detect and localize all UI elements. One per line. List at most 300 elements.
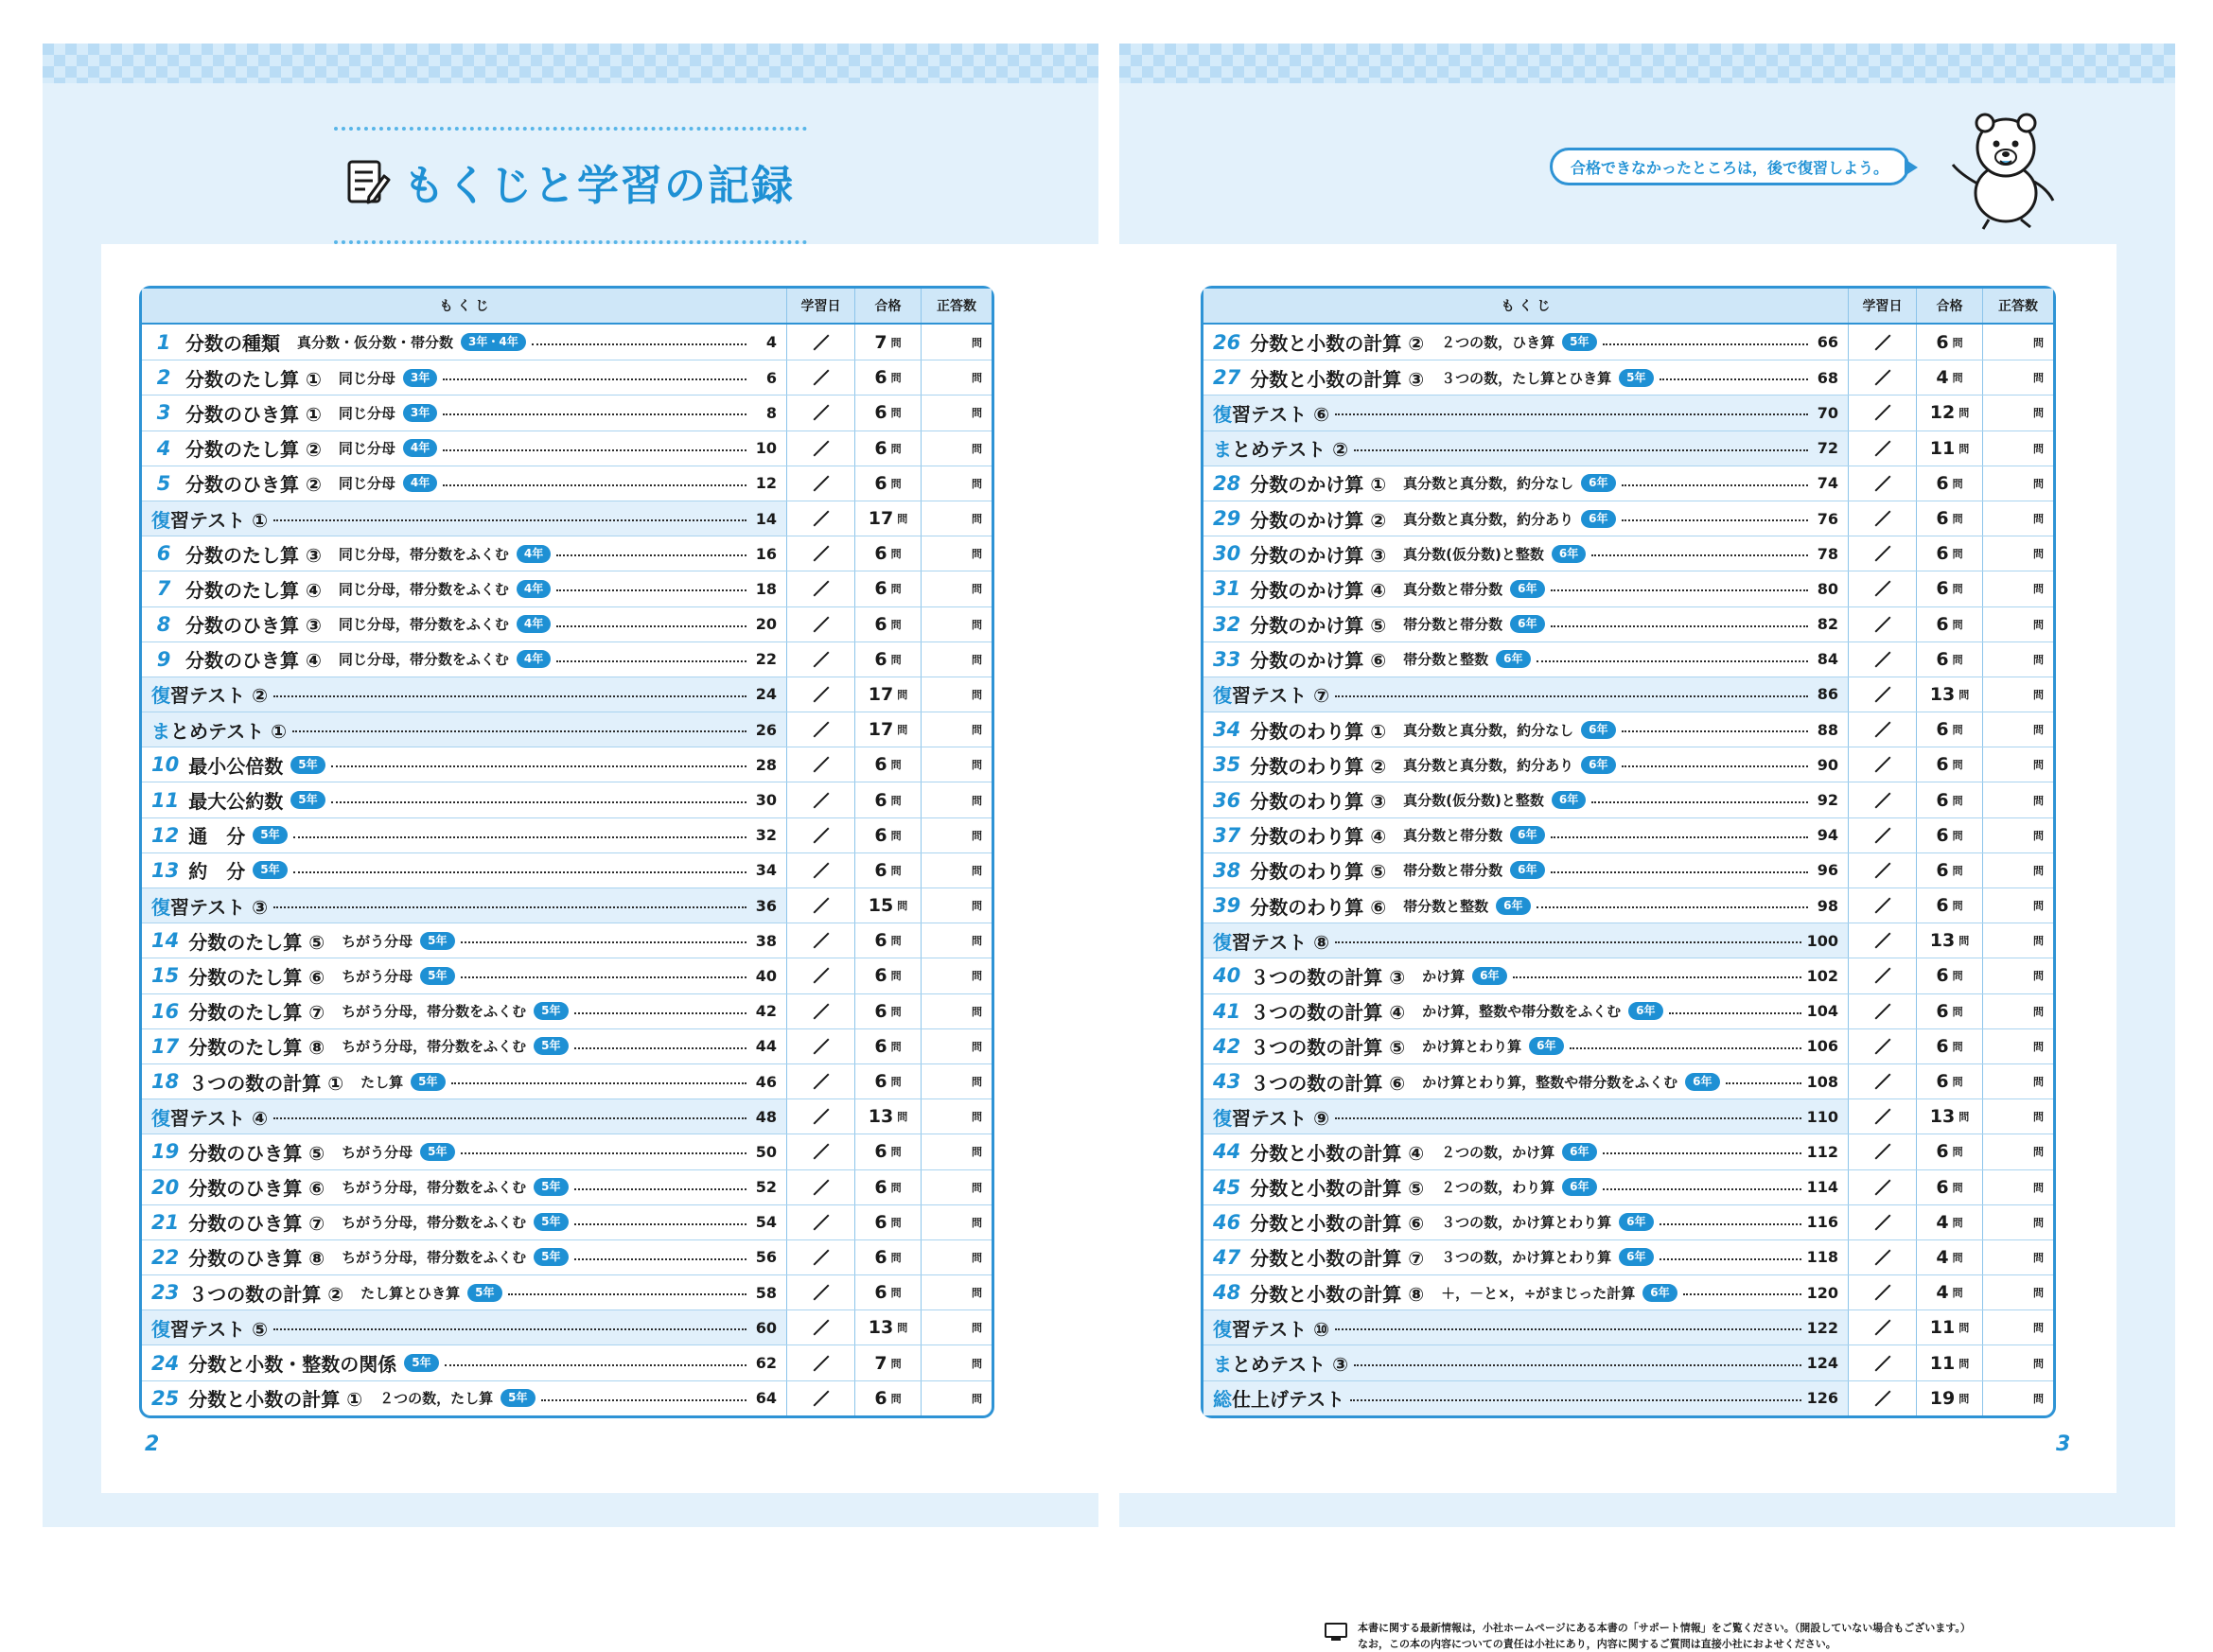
pass-count: 6 xyxy=(1936,331,1949,353)
row-title: 分数のわり算 ① xyxy=(1250,719,1387,743)
study-date-cell[interactable] xyxy=(1849,571,1917,606)
pass-count: 13 xyxy=(868,1317,894,1339)
page-ref: 106 xyxy=(1806,1037,1838,1056)
study-date-cell[interactable] xyxy=(1849,325,1917,360)
study-date-cell[interactable] xyxy=(1849,923,1917,958)
answers-cell[interactable] xyxy=(1983,1310,2053,1344)
study-date-cell[interactable] xyxy=(787,1170,855,1204)
study-date-cell[interactable] xyxy=(787,1029,855,1063)
lesson-number: 28 xyxy=(1213,471,1241,495)
study-date-cell[interactable] xyxy=(1849,642,1917,677)
page-ref: 90 xyxy=(1817,755,1838,774)
answers-cell[interactable] xyxy=(922,923,992,958)
date-slash xyxy=(813,546,829,562)
contents-cell xyxy=(142,642,787,677)
dotted-leader xyxy=(1537,660,1808,662)
lesson-row xyxy=(142,747,992,782)
unit-label: 問 xyxy=(2033,1040,2044,1053)
answers-cell[interactable] xyxy=(1983,853,2053,888)
row-subtitle: 同じ分母 xyxy=(338,404,395,422)
pass-cell xyxy=(1917,712,1983,747)
unit-label: 問 xyxy=(972,1111,982,1124)
answers-cell[interactable] xyxy=(922,536,992,571)
contents-cell xyxy=(1203,677,1849,712)
row-subtitle: ＋，－と×，÷がまじった計算 xyxy=(1441,1284,1636,1302)
polar-bear-mascot xyxy=(1947,108,2070,231)
answers-cell[interactable] xyxy=(1983,1381,2053,1415)
page-ref: 86 xyxy=(1817,685,1838,704)
study-date-cell[interactable] xyxy=(1849,501,1917,536)
answers-cell[interactable] xyxy=(1983,1345,2053,1380)
lesson-row xyxy=(142,360,992,395)
grade-badge: 6年 xyxy=(1619,1248,1653,1266)
pass-count: 6 xyxy=(874,1000,887,1022)
unit-label: 問 xyxy=(1952,548,1963,561)
lesson-number: 7 xyxy=(156,577,171,601)
answers-cell[interactable] xyxy=(922,818,992,852)
row-title: 分数と小数の計算 ⑤ xyxy=(1250,1177,1425,1201)
study-date-cell[interactable] xyxy=(787,782,855,817)
dotted-leader xyxy=(331,765,746,767)
row-title: 分数と小数の計算 ① xyxy=(188,1388,363,1412)
unit-label: 問 xyxy=(2033,1251,2044,1264)
lesson-row xyxy=(142,1028,992,1063)
lesson-number: 31 xyxy=(1213,577,1241,601)
page-ref: 98 xyxy=(1817,896,1838,915)
pass-count: 6 xyxy=(1936,1035,1949,1057)
row-title: 分数のわり算 ③ xyxy=(1250,790,1387,814)
grade-badge: 6年 xyxy=(1510,826,1544,844)
unit-label: 問 xyxy=(2033,583,2044,596)
answers-cell[interactable] xyxy=(1983,501,2053,536)
contents-cell xyxy=(1203,853,1849,888)
unit-label: 問 xyxy=(972,336,982,349)
study-date-cell[interactable] xyxy=(787,1240,855,1274)
page-ref: 28 xyxy=(755,755,777,774)
study-date-cell[interactable] xyxy=(1849,677,1917,712)
unit-label: 問 xyxy=(2033,970,2044,983)
answers-cell[interactable] xyxy=(1983,1205,2053,1239)
row-subtitle: 同じ分母 xyxy=(338,475,395,493)
study-date-cell[interactable] xyxy=(787,571,855,606)
answers-cell[interactable] xyxy=(1983,923,2053,958)
page-ref: 94 xyxy=(1817,826,1838,845)
row-subtitle: ２つの数，かけ算 xyxy=(1441,1143,1555,1161)
row-title-rest: 習テスト ④ xyxy=(170,1106,269,1130)
study-date-cell[interactable] xyxy=(1849,1134,1917,1169)
study-date-cell[interactable] xyxy=(1849,1099,1917,1134)
answers-cell[interactable] xyxy=(1983,1099,2053,1134)
lesson-row xyxy=(1203,958,2053,993)
page-ref: 122 xyxy=(1806,1318,1838,1337)
toc-panel xyxy=(1108,244,2116,1650)
page-ref: 30 xyxy=(755,791,777,810)
unit-label: 問 xyxy=(972,688,982,701)
page-ref: 14 xyxy=(755,509,777,528)
lesson-number: 18 xyxy=(151,1070,180,1094)
row-subtitle: 帯分数と整数 xyxy=(1403,651,1489,669)
study-date-cell[interactable] xyxy=(787,923,855,958)
answers-cell[interactable] xyxy=(922,431,992,466)
answers-cell[interactable] xyxy=(922,888,992,923)
answers-cell[interactable] xyxy=(1983,571,2053,606)
lesson-number: 29 xyxy=(1213,507,1241,531)
lesson-row xyxy=(1203,782,2053,817)
answers-cell[interactable] xyxy=(922,1275,992,1309)
answers-cell[interactable] xyxy=(1983,677,2053,712)
answers-cell[interactable] xyxy=(922,1205,992,1239)
pass-cell xyxy=(1917,888,1983,923)
unit-label: 問 xyxy=(890,1181,902,1194)
study-date-cell[interactable] xyxy=(1849,888,1917,923)
row-title: 分数のたし算 ⑥ xyxy=(188,965,325,989)
page-ref: 82 xyxy=(1817,615,1838,634)
answers-cell[interactable] xyxy=(922,782,992,817)
answers-cell[interactable] xyxy=(922,1345,992,1380)
page-ref: 34 xyxy=(755,861,777,880)
contents-cell xyxy=(1203,536,1849,571)
unit-label: 問 xyxy=(897,900,908,913)
lesson-number: 30 xyxy=(1213,542,1241,566)
pass-count: 12 xyxy=(1929,402,1956,424)
answers-cell[interactable] xyxy=(1983,1064,2053,1098)
study-date-cell[interactable] xyxy=(787,431,855,466)
answers-cell[interactable] xyxy=(1983,395,2053,430)
answers-cell[interactable] xyxy=(922,325,992,360)
dotted-leader xyxy=(451,1082,746,1084)
dotted-leader xyxy=(532,343,746,345)
pass-cell xyxy=(1917,782,1983,817)
study-date-cell[interactable] xyxy=(787,466,855,501)
study-date-cell[interactable] xyxy=(1849,1345,1917,1380)
answers-cell[interactable] xyxy=(922,1099,992,1134)
title-dotted-line xyxy=(334,127,807,131)
row-title: ３つの数の計算 ⑤ xyxy=(1250,1036,1406,1060)
unit-label: 問 xyxy=(1952,372,1963,385)
pass-count: 6 xyxy=(1936,859,1949,881)
dotted-leader xyxy=(574,1012,746,1014)
answers-cell[interactable] xyxy=(922,571,992,606)
answers-cell[interactable] xyxy=(1983,782,2053,817)
header-correct-answers: 正答数 xyxy=(937,299,976,314)
row-title: 分数のたし算 ③ xyxy=(185,543,322,567)
answers-cell[interactable] xyxy=(922,853,992,888)
grade-badge: 6年 xyxy=(1642,1284,1677,1302)
study-date-cell[interactable] xyxy=(787,325,855,360)
answers-cell[interactable] xyxy=(922,1064,992,1098)
pass-cell xyxy=(1917,994,1983,1028)
dotted-leader xyxy=(273,1328,746,1330)
answers-cell[interactable] xyxy=(922,958,992,993)
dotted-leader xyxy=(1603,1152,1801,1154)
unit-label: 問 xyxy=(890,548,902,561)
row-subtitle: かけ算，整数や帯分数をふくむ xyxy=(1422,1003,1622,1021)
study-date-cell[interactable] xyxy=(1849,536,1917,571)
answers-cell[interactable] xyxy=(1983,1170,2053,1204)
study-date-cell[interactable] xyxy=(787,677,855,712)
row-title-initial: 復 xyxy=(151,508,170,532)
date-slash xyxy=(1874,757,1890,773)
answers-cell[interactable] xyxy=(922,712,992,747)
lesson-row xyxy=(142,1063,992,1098)
date-slash xyxy=(1874,827,1890,843)
row-title: 分数のたし算 ⑤ xyxy=(188,930,325,954)
dotted-leader xyxy=(1622,484,1808,486)
study-date-cell[interactable] xyxy=(787,642,855,677)
dotted-leader xyxy=(1551,836,1808,838)
lesson-number: 33 xyxy=(1213,647,1241,671)
study-date-cell[interactable] xyxy=(1849,958,1917,993)
header-study-date: 学習日 xyxy=(787,289,855,323)
answers-cell[interactable] xyxy=(1983,607,2053,641)
pass-count: 6 xyxy=(1936,648,1949,670)
row-title-initial: 総 xyxy=(1213,1388,1232,1412)
test-row xyxy=(142,1309,992,1344)
answers-cell[interactable] xyxy=(922,1381,992,1415)
dotted-leader xyxy=(443,484,746,486)
dotted-leader xyxy=(1570,1047,1801,1049)
pass-count: 6 xyxy=(874,402,887,424)
study-date-cell[interactable] xyxy=(1849,1240,1917,1274)
grade-badge: 5年 xyxy=(1562,333,1596,351)
lesson-row xyxy=(1203,641,2053,677)
study-date-cell[interactable] xyxy=(787,1345,855,1380)
study-date-cell[interactable] xyxy=(787,395,855,430)
date-slash xyxy=(1874,1214,1890,1230)
answers-cell[interactable] xyxy=(1983,642,2053,677)
contents-cell xyxy=(1203,431,1849,466)
dotted-leader xyxy=(445,1364,746,1366)
dotted-leader xyxy=(1513,976,1801,978)
unit-label: 問 xyxy=(1958,1322,1970,1335)
lesson-number: 6 xyxy=(156,542,171,566)
study-date-cell[interactable] xyxy=(787,747,855,782)
lesson-row xyxy=(1203,1063,2053,1098)
study-date-cell[interactable] xyxy=(787,1381,855,1415)
dotted-leader xyxy=(1622,519,1808,521)
study-date-cell[interactable] xyxy=(787,360,855,395)
unit-label: 問 xyxy=(1952,1146,1963,1159)
pass-cell xyxy=(855,431,922,466)
study-date-cell[interactable] xyxy=(1849,1170,1917,1204)
lesson-number: 46 xyxy=(1213,1210,1241,1234)
study-date-cell[interactable] xyxy=(1849,1381,1917,1415)
row-title: 分数のわり算 ② xyxy=(1250,754,1387,778)
pass-count: 13 xyxy=(1929,930,1956,952)
study-date-cell[interactable] xyxy=(1849,1275,1917,1309)
answers-cell[interactable] xyxy=(922,466,992,501)
study-date-cell[interactable] xyxy=(787,1099,855,1134)
contents-cell xyxy=(1203,888,1849,923)
date-slash xyxy=(1874,546,1890,562)
study-date-cell[interactable] xyxy=(1849,466,1917,501)
lesson-row xyxy=(1203,571,2053,606)
unit-label: 問 xyxy=(2033,477,2044,490)
row-subtitle: 真分数と真分数，約分あり xyxy=(1403,756,1574,774)
dotted-leader xyxy=(574,1258,746,1260)
answers-cell[interactable] xyxy=(922,994,992,1028)
answers-cell[interactable] xyxy=(922,501,992,536)
pass-cell xyxy=(855,1064,922,1098)
study-date-cell[interactable] xyxy=(787,1275,855,1309)
pass-cell xyxy=(1917,431,1983,466)
pass-cell xyxy=(1917,1134,1983,1169)
study-date-cell[interactable] xyxy=(1849,1029,1917,1063)
grade-badge: 5年 xyxy=(534,1178,568,1196)
study-date-cell[interactable] xyxy=(787,536,855,571)
answers-cell[interactable] xyxy=(1983,1029,2053,1063)
row-title-rest: 習テスト ⑥ xyxy=(1232,402,1330,426)
row-title xyxy=(151,1103,268,1131)
pass-count: 6 xyxy=(874,754,887,776)
answers-cell[interactable] xyxy=(1983,958,2053,993)
row-title-initial: 復 xyxy=(1213,684,1232,708)
study-date-cell[interactable] xyxy=(1849,994,1917,1028)
study-date-cell[interactable] xyxy=(1849,607,1917,641)
study-date-cell[interactable] xyxy=(787,607,855,641)
unit-label: 問 xyxy=(1952,1040,1963,1053)
date-slash xyxy=(1874,862,1890,878)
contents-cell xyxy=(1203,923,1849,958)
pass-count: 17 xyxy=(868,508,894,530)
answers-cell[interactable] xyxy=(1983,712,2053,747)
answers-cell[interactable] xyxy=(1983,1275,2053,1309)
study-date-cell[interactable] xyxy=(787,818,855,852)
unit-label: 問 xyxy=(2033,759,2044,772)
row-title: 分数と小数の計算 ② xyxy=(1250,332,1425,356)
page-ref: 96 xyxy=(1817,861,1838,880)
study-date-cell[interactable] xyxy=(1849,818,1917,852)
lesson-row xyxy=(1203,888,2053,923)
answers-cell[interactable] xyxy=(922,677,992,712)
row-subtitle: 帯分数と整数 xyxy=(1403,897,1489,915)
pass-cell xyxy=(855,466,922,501)
answers-cell[interactable] xyxy=(922,1310,992,1344)
study-date-cell[interactable] xyxy=(1849,395,1917,430)
answers-cell[interactable] xyxy=(1983,818,2053,852)
answers-cell[interactable] xyxy=(1983,1240,2053,1274)
row-title: 分数のひき算 ⑧ xyxy=(188,1247,325,1271)
page-ref: 120 xyxy=(1806,1283,1838,1302)
page-ref: 24 xyxy=(755,685,777,704)
answers-cell[interactable] xyxy=(1983,431,2053,466)
dotted-leader xyxy=(556,554,746,556)
answers-cell[interactable] xyxy=(1983,888,2053,923)
pass-count: 6 xyxy=(1936,508,1949,530)
answers-cell[interactable] xyxy=(922,1170,992,1204)
pass-count: 7 xyxy=(874,1352,887,1374)
row-title-rest: 習テスト ① xyxy=(170,508,269,532)
row-title xyxy=(151,505,268,533)
study-date-cell[interactable] xyxy=(1849,431,1917,466)
pass-count: 6 xyxy=(1936,578,1949,600)
study-date-cell[interactable] xyxy=(1849,782,1917,817)
study-date-cell[interactable] xyxy=(787,853,855,888)
pass-count: 6 xyxy=(874,613,887,635)
study-date-cell[interactable] xyxy=(787,958,855,993)
contents-cell xyxy=(1203,1310,1849,1344)
table-body xyxy=(1203,325,2053,1415)
answers-cell[interactable] xyxy=(1983,360,2053,395)
dotted-leader xyxy=(1660,378,1808,380)
test-row xyxy=(1203,431,2053,466)
grade-badge: 5年 xyxy=(253,826,287,844)
pass-count: 6 xyxy=(874,578,887,600)
answers-cell[interactable] xyxy=(1983,466,2053,501)
unit-label: 問 xyxy=(972,1251,982,1264)
answers-cell[interactable] xyxy=(922,1029,992,1063)
answers-cell[interactable] xyxy=(922,395,992,430)
unit-label: 問 xyxy=(890,618,902,631)
answers-cell[interactable] xyxy=(922,607,992,641)
dotted-leader xyxy=(443,413,746,415)
study-date-cell[interactable] xyxy=(1849,1205,1917,1239)
date-slash xyxy=(1874,686,1890,702)
study-date-cell[interactable] xyxy=(787,1134,855,1169)
answers-cell[interactable] xyxy=(1983,325,2053,360)
study-date-cell[interactable] xyxy=(1849,747,1917,782)
study-date-cell[interactable] xyxy=(787,1205,855,1239)
page-ref: 70 xyxy=(1817,403,1838,422)
contents-cell xyxy=(1203,325,1849,360)
answers-cell[interactable] xyxy=(922,642,992,677)
answers-cell[interactable] xyxy=(922,360,992,395)
page-ref: 46 xyxy=(755,1072,777,1091)
contents-cell xyxy=(142,747,787,782)
study-date-cell[interactable] xyxy=(787,1310,855,1344)
study-date-cell[interactable] xyxy=(1849,712,1917,747)
date-slash xyxy=(813,1038,829,1054)
study-date-cell[interactable] xyxy=(787,501,855,536)
study-date-cell[interactable] xyxy=(1849,853,1917,888)
answers-cell[interactable] xyxy=(1983,1134,2053,1169)
answers-cell[interactable] xyxy=(922,747,992,782)
contents-cell xyxy=(1203,607,1849,641)
study-date-cell[interactable] xyxy=(1849,360,1917,395)
contents-cell xyxy=(1203,747,1849,782)
date-slash xyxy=(813,1144,829,1160)
table-header xyxy=(142,289,992,325)
lesson-row xyxy=(1203,325,2053,360)
study-date-cell[interactable] xyxy=(787,888,855,923)
unit-label: 問 xyxy=(890,1076,902,1089)
answers-cell[interactable] xyxy=(1983,747,2053,782)
study-date-cell[interactable] xyxy=(1849,1064,1917,1098)
answers-cell[interactable] xyxy=(922,1240,992,1274)
answers-cell[interactable] xyxy=(922,1134,992,1169)
unit-label: 問 xyxy=(890,477,902,490)
study-date-cell[interactable] xyxy=(787,712,855,747)
lesson-number: 20 xyxy=(151,1175,180,1199)
answers-cell[interactable] xyxy=(1983,536,2053,571)
unit-label: 問 xyxy=(1958,1357,1970,1370)
pass-cell xyxy=(855,712,922,747)
pass-cell xyxy=(855,1170,922,1204)
dotted-leader xyxy=(541,1399,746,1401)
row-title-rest: 習テスト ⑤ xyxy=(170,1317,269,1341)
dotted-leader xyxy=(293,871,746,873)
answers-cell[interactable] xyxy=(1983,994,2053,1028)
lesson-number: 3 xyxy=(156,401,171,425)
contents-cell xyxy=(1203,1170,1849,1204)
date-slash xyxy=(813,933,829,949)
study-date-cell[interactable] xyxy=(787,994,855,1028)
dotted-leader xyxy=(1551,625,1808,627)
study-date-cell[interactable] xyxy=(787,1064,855,1098)
study-date-cell[interactable] xyxy=(1849,1310,1917,1344)
contents-cell xyxy=(142,571,787,606)
page-ref: 126 xyxy=(1806,1389,1838,1408)
